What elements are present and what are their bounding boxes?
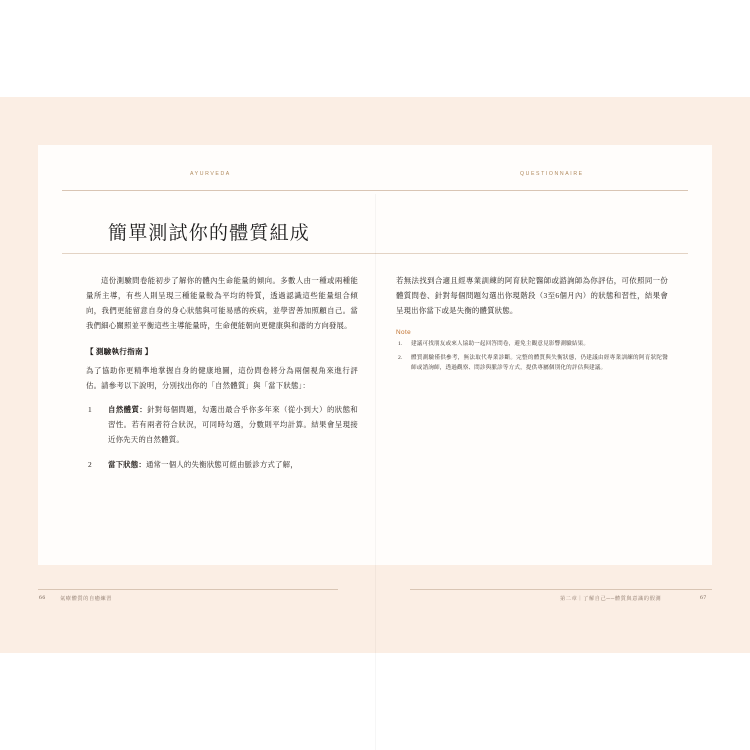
footer-divider-right [410,589,712,590]
list-item-text: 通常一個人的失衡狀態可經由脈診方式了解， [145,460,298,469]
note-item [396,353,668,374]
intro-paragraph: 這份測驗問卷能初步了解你的體內生命能量的傾向。多數人由一種或兩種能量所主導，有些人則呈現三種能量較為平均的特質，透過認識這些能量組合傾向，我們更能留意自身的身心狀態與可能易感的疾病，並學習善加照顧自己。當我們細心關照並平衡這些主導能量時，生命便能朝向更健康與和諧的方向發展。 [86,276,358,330]
note-item-text: 體質測驗僅供參考，無法取代專業診斷。完整的體質與失衡狀態，仍建議由經專業訓練的阿育狀陀醫師或諮詢師，透過觀察、問診與脈診等方式，提供專屬個別化的評估與建議。 [411,354,668,371]
running-head-left: AYURVEDA [190,171,231,177]
guide-item-list [86,402,358,472]
footer-text-left: 氣療體質的自癒練習 [60,596,113,602]
page-number-right: 67 [700,595,707,601]
note-item-number: 1. [398,341,403,347]
list-item-number: 1 [88,405,92,414]
note-item-text: 建議可找朋友或來人協助一起回答問卷，避免主觀意見影響測驗結果。 [411,341,590,347]
left-column [86,273,358,482]
guide-heading: 【 測驗執行指南 】 [86,347,153,356]
spread-background [0,97,750,653]
book-gutter [375,194,376,750]
footer-text-right: 第二章｜了解自己──體質與意識的假測 [560,596,662,602]
note-item [396,339,668,350]
note-list [396,339,668,374]
list-item-number: 2 [88,460,92,469]
list-item [86,402,358,447]
note-item-number: 2. [398,354,403,361]
page-number-left: 66 [39,595,46,601]
running-head-right: QUESTIONNAIRE [520,171,584,177]
page-title: 簡單測試你的體質組成 [108,223,311,244]
continuation-paragraph: 若無法找到合適且經專業訓練的阿育狀陀醫師或諮詢師為你評估，可依照同一份體質問卷、針對每個問題勾選出你現階段（3至6個月內）的狀態和習性，結果會呈現出你當下或是失衡的體質狀態。 [396,276,668,315]
list-item [86,457,358,472]
header-divider [62,190,688,191]
list-item-label: 當下狀態： [108,460,146,469]
list-item-label: 自然體質： [108,405,148,414]
right-column [396,273,668,377]
list-item-text: 針對每個問題，勾選出最合乎你多年來（從小到大）的狀態和習性。若有兩者符合狀況，可同時勾選，分數則平均計算。結果會呈現接近你先天的自然體質。 [108,405,358,444]
note-label: Note [396,329,412,336]
guide-body: 為了協助你更精準地掌握自身的健康地圖，這份問卷將分為兩個視角來進行評估。請參考以下說明，分別找出你的「自然體質」與「當下狀態」： [86,366,358,390]
footer-divider-left [38,589,338,590]
